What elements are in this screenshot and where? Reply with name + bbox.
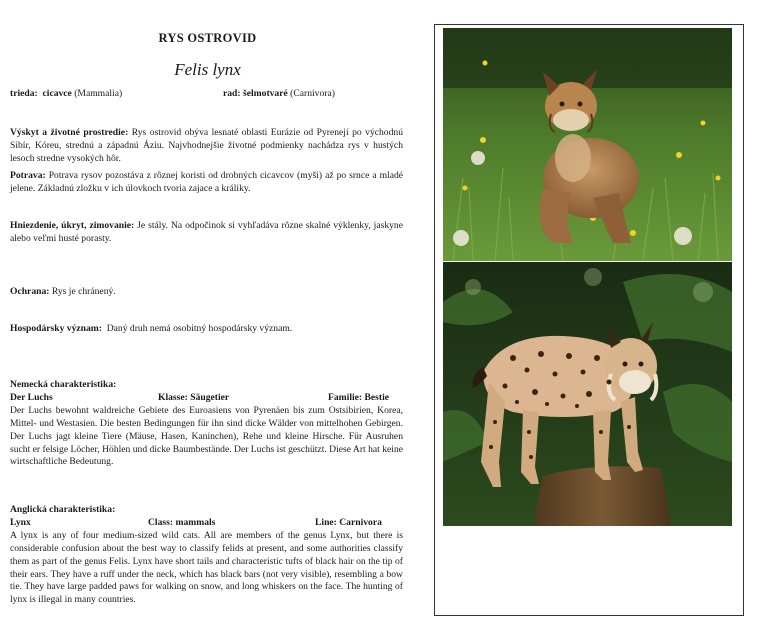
- food-section: [10, 170, 403, 196]
- nesting-section: [10, 220, 403, 246]
- english-text: A lynx is any of four medium-sized wild cats. All are members of the genus Lynx, but there is considerable confusion about the best way to classify felids at present, and some authorities classify them as part of the genus Felis. Lynx have short tails and characteristic tufts of black hair on the tip of their ears. They have a ruff under the neck, which has black bars (not very visible), resembling a bow tie. They have large padded paws for walking on snow, and long whiskers on the face. The hunting of lynx is illegal in many countries.: [10, 529, 403, 606]
- class-value: cicavce: [42, 88, 72, 99]
- habitat-text: Rys ostrovid obýva lesnaté oblasti Eurázie od Pyrenejí po východnú Sibír, Kóreu, strednú a západnú Áziu. Najvhodnejšie životné podmienky nachádza rys v hustých lesoch stredne vysokých hôr.: [10, 127, 403, 164]
- habitat-section: [10, 127, 403, 166]
- english-heading: Anglická charakteristika:: [10, 504, 116, 515]
- english-name: Lynx: [10, 516, 31, 528]
- english-line: Line: Carnivora: [315, 516, 382, 528]
- habitat-label: Výskyt a životné prostredie:: [10, 127, 129, 138]
- german-family: Familie: Bestie: [328, 391, 390, 403]
- english-meta-row: [10, 517, 403, 530]
- latin-name: Felis lynx: [174, 60, 241, 79]
- economic-text: Daný druh nemá osobitný hospodársky význam.: [106, 323, 293, 334]
- nesting-text: Je stály. Na odpočinok si vyhľadáva rôzne skalné výklenky, jaskyne alebo veľmi husté porasty.: [10, 220, 403, 244]
- lynx-sitting-photo: [443, 28, 732, 261]
- german-name: Der Luchs: [10, 391, 53, 403]
- economic-label: Hospodársky význam:: [10, 323, 102, 334]
- order-label: rad:: [223, 88, 241, 99]
- class-latin: (Mammalia): [74, 88, 123, 99]
- food-text: Potrava rysov pozostáva z rôznej koristi od drobných cicavcov (myši) až po srnce a mladé jelene. Základnú zložku v ich úlovkoch tvoria zajace a králiky.: [10, 170, 404, 194]
- order-info: [223, 88, 408, 101]
- protection-label: Ochrana:: [10, 286, 50, 297]
- english-class: Class: mammals: [148, 516, 216, 528]
- german-section: [10, 379, 403, 469]
- protection-text: Rys je chránený.: [51, 286, 116, 297]
- english-section: [10, 504, 403, 607]
- order-value: šelmotvaré: [243, 88, 288, 99]
- protection-section: [10, 286, 403, 299]
- order-latin: (Carnivora): [290, 88, 335, 99]
- nesting-label: Hniezdenie, úkryt, zimovanie:: [10, 220, 135, 231]
- page-title: RYS OSTROVID: [158, 31, 257, 45]
- german-text: Der Luchs bewohnt waldreiche Gebiete des Euroasiens von Pyrenäen bis zum Ostsibirien, Korea, Mittel- und Westasien. Die besten Bedingungen für ihn sind dicke Wälder von mittelhohen Gebirgen. Der Luchs jagt kleine Tiere (Mäuse, Hasen, Kaninchen), Rehe und kleine Hirsche. Für Ausruhen sucht er felsige Löcher, Höhlen und dicke Baumbestände. Der Luchs ist geschützt. Diese Art hat keine wirtschaftliche Bedeutung.: [10, 404, 403, 468]
- class-label: trieda:: [10, 88, 38, 99]
- german-meta-row: [10, 392, 403, 405]
- german-class: Klasse: Säugetier: [158, 391, 230, 403]
- lynx-standing-photo: [443, 262, 732, 526]
- class-info: [10, 88, 240, 101]
- economic-section: [10, 323, 403, 336]
- german-heading: Nemecká charakteristika:: [10, 379, 117, 390]
- food-label: Potrava:: [10, 170, 46, 181]
